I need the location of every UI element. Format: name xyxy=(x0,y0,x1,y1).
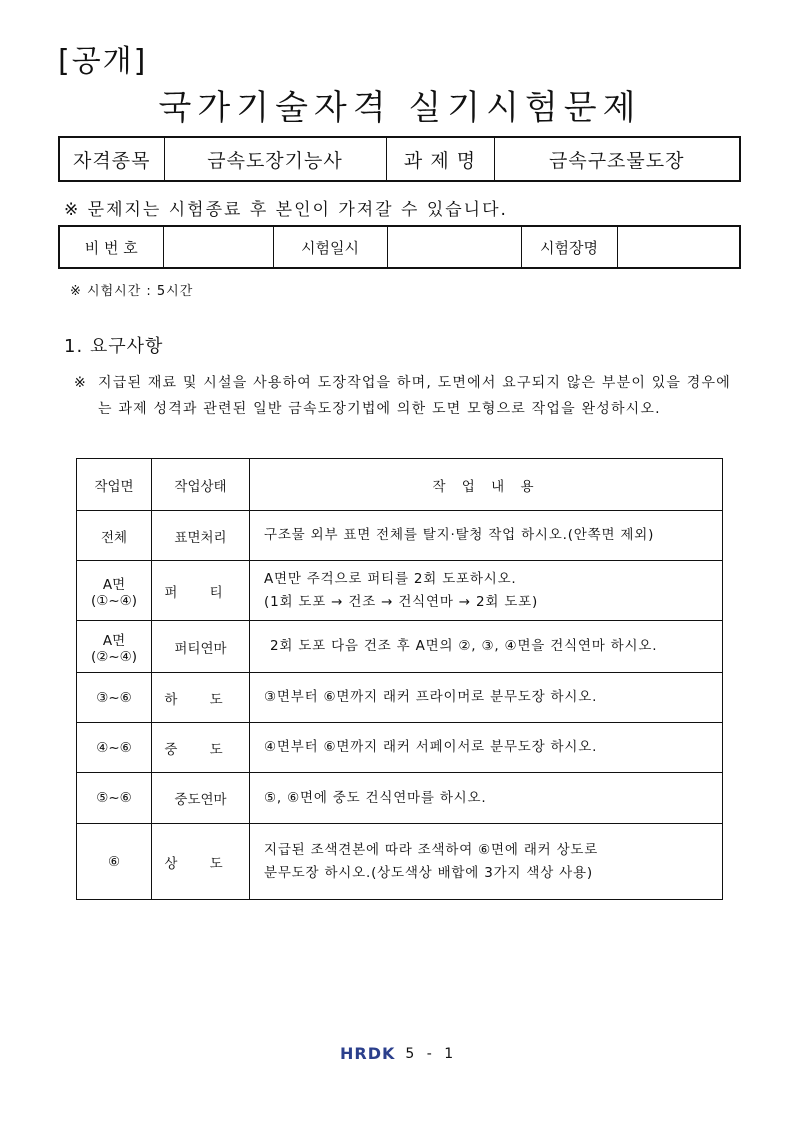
table-row xyxy=(77,824,723,900)
work-state: 퍼 티 xyxy=(152,561,250,621)
table-row xyxy=(77,673,723,723)
exam-date-field[interactable] xyxy=(387,226,521,268)
qualification-info-table xyxy=(58,136,741,182)
table-row xyxy=(77,621,723,673)
work-content: ⑤, ⑥면에 중도 건식연마를 하시오. xyxy=(250,773,723,824)
work-state: 표면처리 xyxy=(152,511,250,561)
exam-place-field[interactable] xyxy=(617,226,740,268)
table-row xyxy=(77,723,723,773)
requirements-text: 지급된 재료 및 시설을 사용하여 도장작업을 하며, 도면에서 요구되지 않은 부분이 있을 경우에는 과제 성격과 관련된 일반 금속도장기법에 의한 도면 모형으로 작업을 완성하시오. xyxy=(98,375,731,417)
exam-id-field[interactable] xyxy=(163,226,273,268)
task-label: 과 제 명 xyxy=(386,137,494,181)
work-state: 퍼티연마 xyxy=(152,621,250,673)
requirements-paragraph xyxy=(74,370,734,422)
work-table xyxy=(76,458,723,900)
work-face: ④~⑥ xyxy=(77,723,152,773)
work-face: ⑤~⑥ xyxy=(77,773,152,824)
work-face: 전체 xyxy=(77,511,152,561)
work-content: A면만 주걱으로 퍼티를 2회 도포하시오. (1회 도포 → 건조 → 건식연마 → 2회 도포) xyxy=(250,561,723,621)
exam-date-label: 시험일시 xyxy=(273,226,387,268)
work-face: A면 (①~④) xyxy=(77,561,152,621)
table-row xyxy=(77,511,723,561)
work-face: ③~⑥ xyxy=(77,673,152,723)
qualification-label: 자격종목 xyxy=(59,137,164,181)
exam-id-label: 비 번 호 xyxy=(59,226,163,268)
notice-text: ※ 문제지는 시험종료 후 본인이 가져갈 수 있습니다. xyxy=(64,200,508,220)
qualification-value: 금속도장기능사 xyxy=(164,137,386,181)
work-state: 중 도 xyxy=(152,723,250,773)
work-state: 하 도 xyxy=(152,673,250,723)
work-content: ④면부터 ⑥면까지 래커 서페이서로 분무도장 하시오. xyxy=(250,723,723,773)
table-row xyxy=(77,561,723,621)
work-content: 지급된 조색견본에 따라 조색하여 ⑥면에 래커 상도로 분무도장 하시오.(상도색상 배합에 3가지 색상 사용) xyxy=(250,824,723,900)
section-title: 1. 요구사항 xyxy=(64,336,164,357)
work-content: 2회 도포 다음 건조 후 A면의 ②, ③, ④면을 건식연마 하시오. xyxy=(250,621,723,673)
page-number: 5 - 1 xyxy=(405,1045,458,1062)
page-footer xyxy=(340,1044,457,1063)
work-content: 구조물 외부 표면 전체를 탈지·탈청 작업 하시오.(안쪽면 제외) xyxy=(250,511,723,561)
exam-info-table xyxy=(58,225,741,269)
work-content: ③면부터 ⑥면까지 래커 프라이머로 분무도장 하시오. xyxy=(250,673,723,723)
work-state: 중도연마 xyxy=(152,773,250,824)
task-value: 금속구조물도장 xyxy=(494,137,740,181)
document-title: 국가기술자격 실기시험문제 xyxy=(158,88,642,128)
header-face: 작업면 xyxy=(77,459,152,511)
exam-time-note: ※ 시험시간 : 5시간 xyxy=(70,284,194,299)
work-face: ⑥ xyxy=(77,824,152,900)
public-tag: [공개] xyxy=(58,44,148,79)
hrdk-logo: HRDK xyxy=(340,1044,396,1063)
exam-place-label: 시험장명 xyxy=(521,226,617,268)
work-state: 상 도 xyxy=(152,824,250,900)
header-content: 작 업 내 용 xyxy=(250,459,723,511)
work-face: A면 (②~④) xyxy=(77,621,152,673)
table-row xyxy=(77,773,723,824)
header-state: 작업상태 xyxy=(152,459,250,511)
reference-mark: ※ xyxy=(74,375,87,391)
